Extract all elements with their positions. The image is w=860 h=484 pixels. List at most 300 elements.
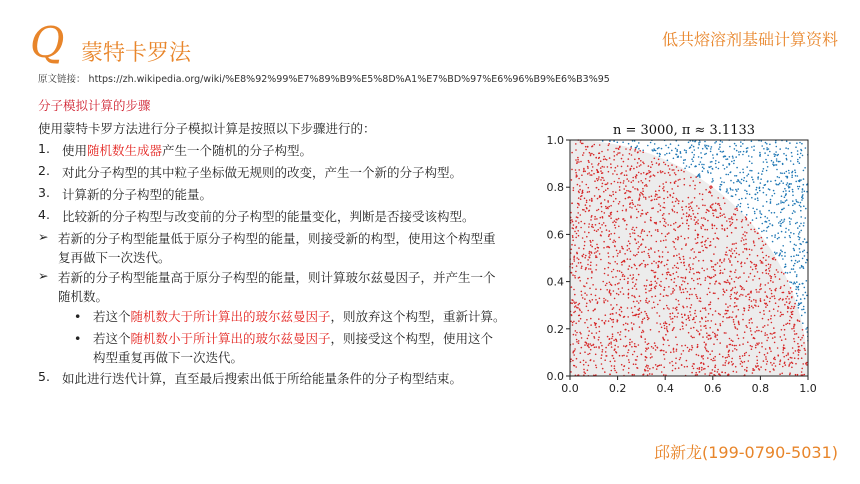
point-inside [602, 166, 604, 168]
point-inside [709, 276, 711, 278]
point-outside [796, 142, 798, 144]
point-inside [791, 306, 793, 308]
point-inside [615, 227, 617, 229]
point-outside [700, 152, 702, 154]
point-inside [571, 249, 573, 251]
point-inside [672, 210, 674, 212]
point-inside [686, 366, 688, 368]
point-outside [790, 256, 792, 258]
point-inside [795, 374, 797, 376]
point-outside [746, 181, 748, 183]
point-outside [785, 155, 787, 157]
point-outside [776, 164, 778, 166]
point-outside [638, 142, 640, 144]
point-inside [714, 366, 716, 368]
point-inside [801, 345, 803, 347]
source-url[interactable]: https://zh.wikipedia.org/wiki/%E8%92%99%E7%89%B9%E5%8D%A1%E7%BD%97%E6%96%B9%E6%B3%95 [88, 74, 610, 85]
point-inside [636, 166, 638, 168]
point-outside [715, 141, 717, 143]
point-outside [797, 295, 799, 297]
point-inside [581, 294, 583, 296]
point-outside [784, 188, 786, 190]
point-inside [632, 312, 634, 314]
point-inside [690, 335, 692, 337]
point-inside [665, 164, 667, 166]
point-inside [744, 331, 746, 333]
point-inside [664, 265, 666, 267]
point-inside [631, 327, 633, 329]
point-inside [754, 275, 756, 277]
point-inside [739, 344, 741, 346]
point-inside [704, 244, 706, 246]
point-inside [785, 338, 787, 340]
point-inside [712, 314, 714, 316]
point-inside [678, 253, 680, 255]
point-inside [737, 209, 739, 211]
point-outside [733, 182, 735, 184]
point-inside [706, 268, 708, 270]
point-inside [770, 280, 772, 282]
point-inside [716, 237, 718, 239]
point-inside [638, 302, 640, 304]
point-inside [732, 363, 734, 365]
point-outside [757, 197, 759, 199]
point-inside [639, 195, 641, 197]
point-inside [636, 359, 638, 361]
point-inside [778, 299, 780, 301]
point-inside [591, 332, 593, 334]
point-inside [664, 339, 666, 341]
point-inside [753, 242, 755, 244]
point-outside [782, 202, 784, 204]
point-inside [676, 267, 678, 269]
point-outside [789, 235, 791, 237]
point-inside [575, 149, 577, 151]
point-outside [704, 141, 706, 143]
point-inside [766, 269, 768, 271]
point-inside [665, 181, 667, 183]
point-inside [650, 175, 652, 177]
point-inside [709, 327, 711, 329]
point-inside [690, 249, 692, 251]
point-outside [778, 177, 780, 179]
point-outside [666, 153, 668, 155]
point-outside [774, 193, 776, 195]
point-inside [695, 217, 697, 219]
point-inside [687, 315, 689, 317]
point-outside [784, 266, 786, 268]
point-inside [587, 338, 589, 340]
point-outside [795, 260, 797, 262]
point-inside [664, 287, 666, 289]
point-inside [605, 347, 607, 349]
point-inside [706, 350, 708, 352]
point-inside [646, 174, 648, 176]
point-outside [791, 260, 793, 262]
point-inside [610, 205, 612, 207]
point-inside [614, 220, 616, 222]
point-inside [681, 364, 683, 366]
point-inside [617, 283, 619, 285]
monte-carlo-scatter-chart [540, 118, 830, 396]
point-inside [759, 312, 761, 314]
point-inside [775, 288, 777, 290]
point-inside [770, 315, 772, 317]
point-inside [651, 235, 653, 237]
step-1 [62, 141, 312, 160]
point-outside [785, 272, 787, 274]
point-inside [622, 355, 624, 357]
point-inside [768, 319, 770, 321]
point-outside [686, 165, 688, 167]
point-inside [614, 261, 616, 263]
point-inside [580, 227, 582, 229]
point-inside [799, 350, 801, 352]
point-outside [789, 281, 791, 283]
point-outside [761, 231, 763, 233]
point-inside [617, 211, 619, 213]
point-outside [793, 210, 795, 212]
point-inside [802, 363, 804, 365]
point-inside [572, 235, 574, 237]
point-inside [696, 354, 698, 356]
point-inside [755, 264, 757, 266]
point-inside [676, 349, 678, 351]
point-inside [714, 356, 716, 358]
point-inside [663, 367, 665, 369]
point-inside [772, 337, 774, 339]
point-inside [672, 328, 674, 330]
point-inside [681, 217, 683, 219]
point-outside [765, 142, 767, 144]
point-inside [714, 270, 716, 272]
point-inside [766, 255, 768, 257]
point-inside [588, 343, 590, 345]
point-inside [778, 355, 780, 357]
point-inside [596, 218, 598, 220]
point-inside [577, 212, 579, 214]
point-inside [751, 346, 753, 348]
point-inside [720, 215, 722, 217]
point-inside [619, 189, 621, 191]
point-outside [740, 151, 742, 153]
point-inside [754, 331, 756, 333]
arrow-item-1-line1: 若新的分子构型能量低于原分子构型的能量，则接受新的构型，使用这个构型重 [58, 231, 496, 246]
point-inside [745, 216, 747, 218]
point-inside [707, 351, 709, 353]
point-inside [600, 259, 602, 261]
point-inside [659, 221, 661, 223]
point-inside [624, 220, 626, 222]
point-inside [622, 274, 624, 276]
point-inside [797, 320, 799, 322]
point-inside [701, 242, 703, 244]
point-outside [751, 170, 753, 172]
point-inside [616, 263, 618, 265]
point-inside [613, 307, 615, 309]
point-inside [755, 347, 757, 349]
point-inside [613, 256, 615, 258]
point-inside [631, 200, 633, 202]
point-outside [800, 210, 802, 212]
point-inside [612, 336, 614, 338]
point-inside [578, 169, 580, 171]
point-inside [678, 200, 680, 202]
point-inside [750, 229, 752, 231]
point-inside [689, 185, 691, 187]
point-inside [794, 330, 796, 332]
point-outside [798, 260, 800, 262]
point-inside [700, 325, 702, 327]
point-inside [676, 309, 678, 311]
point-inside [608, 145, 610, 147]
point-inside [693, 273, 695, 275]
point-inside [658, 190, 660, 192]
point-inside [580, 361, 582, 363]
point-outside [688, 142, 690, 144]
point-inside [785, 364, 787, 366]
point-inside [702, 336, 704, 338]
point-inside [623, 369, 625, 371]
point-outside [785, 264, 787, 266]
point-inside [770, 278, 772, 280]
point-outside [719, 144, 721, 146]
point-outside [803, 178, 805, 180]
point-inside [601, 186, 603, 188]
point-inside [607, 166, 609, 168]
point-inside [615, 148, 617, 150]
point-inside [586, 319, 588, 321]
point-inside [765, 265, 767, 267]
point-inside [604, 212, 606, 214]
point-inside [591, 198, 593, 200]
point-inside [574, 260, 576, 262]
point-inside [722, 289, 724, 291]
point-outside [740, 183, 742, 185]
point-inside [697, 213, 699, 215]
point-outside [784, 255, 786, 257]
point-inside [646, 185, 648, 187]
point-inside [638, 181, 640, 183]
point-inside [712, 209, 714, 211]
point-inside [723, 260, 725, 262]
point-outside [742, 154, 744, 156]
y-tick-label: 0.2 [546, 322, 564, 336]
point-inside [762, 241, 764, 243]
point-outside [736, 167, 738, 169]
point-inside [608, 206, 610, 208]
point-inside [591, 246, 593, 248]
point-inside [732, 243, 734, 245]
point-outside [703, 168, 705, 170]
point-inside [583, 364, 585, 366]
point-inside [633, 168, 635, 170]
point-inside [725, 357, 727, 359]
point-outside [720, 184, 722, 186]
point-outside [702, 170, 704, 172]
point-inside [719, 323, 721, 325]
point-outside [776, 252, 778, 254]
point-inside [713, 276, 715, 278]
point-inside [729, 296, 731, 298]
point-inside [689, 319, 691, 321]
point-inside [625, 198, 627, 200]
point-inside [670, 352, 672, 354]
point-inside [767, 296, 769, 298]
point-inside [594, 195, 596, 197]
point-outside [766, 194, 768, 196]
point-inside [684, 314, 686, 316]
point-inside [594, 218, 596, 220]
point-inside [601, 211, 603, 213]
point-outside [796, 276, 798, 278]
point-inside [715, 365, 717, 367]
point-inside [771, 364, 773, 366]
point-inside [704, 373, 706, 375]
point-inside [632, 227, 634, 229]
point-outside [795, 223, 797, 225]
point-outside [718, 162, 720, 164]
point-outside [782, 164, 784, 166]
point-inside [693, 363, 695, 365]
point-inside [762, 272, 764, 274]
point-outside [729, 156, 731, 158]
point-inside [708, 338, 710, 340]
point-inside [740, 285, 742, 287]
point-inside [646, 313, 648, 315]
point-inside [574, 256, 576, 258]
point-inside [763, 360, 765, 362]
point-inside [596, 367, 598, 369]
point-inside [742, 287, 744, 289]
point-outside [806, 280, 808, 282]
point-outside [795, 172, 797, 174]
point-outside [744, 177, 746, 179]
point-inside [695, 243, 697, 245]
point-inside [738, 254, 740, 256]
sub-item-1-highlight: 随机数大于所计算出的玻尔兹曼因子 [130, 309, 331, 324]
point-inside [743, 337, 745, 339]
point-inside [774, 336, 776, 338]
point-inside [647, 264, 649, 266]
point-inside [673, 169, 675, 171]
point-outside [735, 156, 737, 158]
point-inside [571, 152, 573, 154]
point-inside [713, 374, 715, 376]
point-inside [663, 198, 665, 200]
point-inside [613, 358, 615, 360]
point-inside [625, 185, 627, 187]
point-inside [598, 339, 600, 341]
point-outside [802, 198, 804, 200]
point-inside [732, 340, 734, 342]
point-outside [789, 237, 791, 239]
point-inside [762, 252, 764, 254]
point-inside [672, 318, 674, 320]
point-inside [688, 237, 690, 239]
point-inside [578, 342, 580, 344]
point-inside [590, 359, 592, 361]
point-inside [771, 333, 773, 335]
point-inside [758, 342, 760, 344]
point-outside [784, 196, 786, 198]
point-inside [619, 152, 621, 154]
point-inside [727, 306, 729, 308]
point-inside [636, 217, 638, 219]
x-tick-label: 0.8 [751, 382, 770, 395]
point-inside [613, 201, 615, 203]
point-inside [663, 308, 665, 310]
point-inside [681, 206, 683, 208]
point-outside [774, 155, 776, 157]
point-inside [581, 174, 583, 176]
point-inside [707, 229, 709, 231]
point-inside [667, 191, 669, 193]
point-outside [781, 173, 783, 175]
point-inside [692, 210, 694, 212]
point-inside [639, 205, 641, 207]
point-inside [679, 287, 681, 289]
point-inside [587, 191, 589, 193]
point-inside [627, 307, 629, 309]
point-inside [605, 189, 607, 191]
point-inside [697, 237, 699, 239]
point-outside [801, 199, 803, 201]
point-inside [623, 366, 625, 368]
point-outside [797, 161, 799, 163]
point-inside [665, 236, 667, 238]
point-inside [576, 233, 578, 235]
point-inside [735, 248, 737, 250]
point-inside [735, 297, 737, 299]
point-inside [735, 243, 737, 245]
point-inside [672, 288, 674, 290]
point-inside [698, 252, 700, 254]
point-inside [789, 374, 791, 376]
point-inside [756, 291, 758, 293]
point-inside [765, 306, 767, 308]
point-outside [638, 148, 640, 150]
point-inside [651, 307, 653, 309]
point-outside [806, 295, 808, 297]
point-inside [623, 218, 625, 220]
point-inside [798, 337, 800, 339]
point-inside [749, 322, 751, 324]
point-inside [644, 317, 646, 319]
point-inside [617, 152, 619, 154]
point-inside [682, 317, 684, 319]
step-4-number: 4. [38, 207, 50, 222]
point-inside [598, 157, 600, 159]
point-outside [691, 152, 693, 154]
point-inside [724, 365, 726, 367]
point-inside [592, 240, 594, 242]
point-inside [588, 330, 590, 332]
point-inside [732, 344, 734, 346]
point-inside [689, 271, 691, 273]
point-inside [659, 196, 661, 198]
point-outside [712, 154, 714, 156]
point-outside [793, 233, 795, 235]
point-inside [649, 257, 651, 259]
point-inside [697, 278, 699, 280]
point-inside [745, 239, 747, 241]
point-inside [751, 262, 753, 264]
point-inside [679, 179, 681, 181]
point-inside [578, 222, 580, 224]
point-inside [730, 344, 732, 346]
point-inside [646, 349, 648, 351]
